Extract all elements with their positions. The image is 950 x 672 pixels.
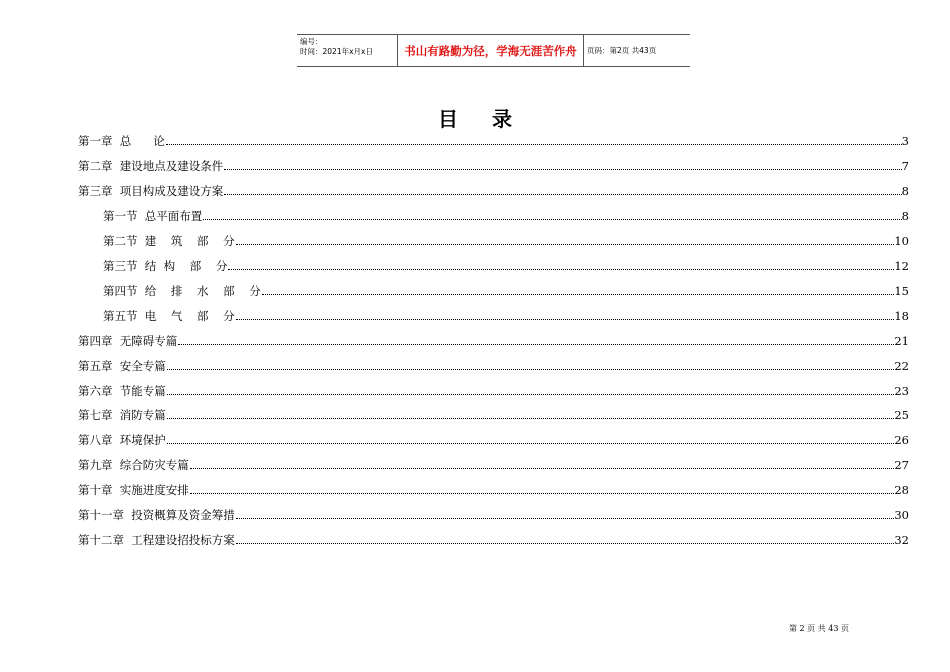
toc-entry[interactable] [103,309,909,323]
toc-entry-label: 第五节 电 气 部 分 [103,308,235,323]
toc-entry-page: 28 [894,483,909,498]
toc-entry[interactable] [103,234,909,248]
toc-entry[interactable] [103,209,909,223]
toc-entry-page: 25 [894,408,909,423]
toc-entry-label: 第六章 节能专篇 [78,383,166,398]
page-title-right: 录 [492,107,512,131]
header-meta-cell [297,35,398,66]
toc-entry-label: 第五章 安全专篇 [78,358,166,373]
toc-entry[interactable] [78,533,909,547]
toc-entry[interactable] [78,458,909,472]
toc-entry-page: 8 [901,183,909,198]
toc-leader-dots [224,194,901,195]
toc-entry[interactable] [78,134,909,148]
page-header [297,34,690,67]
toc-entry[interactable] [78,359,909,373]
toc-entry-page: 3 [901,134,909,148]
toc-entry-label: 第一章 总 论 [78,134,165,148]
toc-entry-label: 第九章 综合防灾专篇 [78,458,189,473]
toc-leader-dots [167,369,895,370]
toc-leader-dots [167,394,895,395]
toc-entry-label: 第二章 建设地点及建设条件 [78,158,224,173]
toc-leader-dots [166,144,902,145]
toc-entry[interactable] [78,184,909,198]
toc-leader-dots [167,418,895,419]
toc-leader-dots [203,219,901,220]
toc-leader-dots [236,244,895,245]
toc-entry-label: 第十二章 工程建设招投标方案 [78,533,235,548]
toc-entry-label: 第七章 消防专篇 [78,408,166,423]
toc-entry-page: 10 [894,233,909,248]
page-title-left: 目 [438,107,458,131]
toc-leader-dots [167,443,895,444]
toc-entry[interactable] [78,408,909,422]
toc-entry-page: 26 [894,433,909,448]
toc-entry-label: 第十章 实施进度安排 [78,483,189,498]
toc-entry-label: 第四章 无障碍专篇 [78,333,178,348]
toc-leader-dots [178,344,894,345]
toc-entry-page: 23 [894,383,909,398]
toc-entry-page: 7 [901,158,909,173]
toc-entry-label: 第三节 结 构 部 分 [103,258,228,273]
toc-leader-dots [262,294,895,295]
toc-leader-dots [190,493,895,494]
toc-entry-label: 第一节 总平面布置 [103,208,203,223]
toc-entry[interactable] [78,334,909,348]
toc-leader-dots [236,543,895,544]
toc-entry-label: 第八章 环境保护 [78,433,166,448]
toc-entry-page: 18 [894,308,909,323]
toc-entry-page: 21 [894,333,909,348]
toc-entry-page: 32 [894,533,909,548]
toc-leader-dots [228,269,894,270]
header-time-label: 时间：2021年x月x日 [300,47,373,56]
toc-entry-page: 30 [894,508,909,523]
toc-entry[interactable] [78,433,909,447]
header-number-label: 编号： [300,37,323,46]
toc-entry[interactable] [103,284,909,298]
toc-leader-dots [224,169,901,170]
toc-leader-dots [236,518,895,519]
toc-entry-page: 8 [901,208,909,223]
header-page-info: 页码：第2页 共43页 [587,46,657,55]
toc-entry-page: 15 [894,283,909,298]
toc-entry[interactable] [78,384,909,398]
toc-entry-label: 第十一章 投资概算及资金筹措 [78,508,235,523]
toc-entry-label: 第二节 建 筑 部 分 [103,233,235,248]
page-footer: 第 2 页 共 43 页 [789,624,849,633]
toc-entry[interactable] [78,159,909,173]
toc-entry-page: 27 [894,458,909,473]
toc-entry[interactable] [103,259,909,273]
toc-entry-page: 22 [894,358,909,373]
toc-entry[interactable] [78,483,909,497]
toc-entry[interactable] [78,508,909,522]
toc-entry-label: 第三章 项目构成及建设方案 [78,183,224,198]
toc-entry-page: 12 [894,258,909,273]
header-motto: 书山有路勤为径，学海无涯苦作舟 [398,35,584,66]
toc-leader-dots [236,319,895,320]
toc-entry-label: 第四节 给 排 水 部 分 [103,283,261,298]
page-title [0,103,950,132]
toc-leader-dots [190,468,895,469]
